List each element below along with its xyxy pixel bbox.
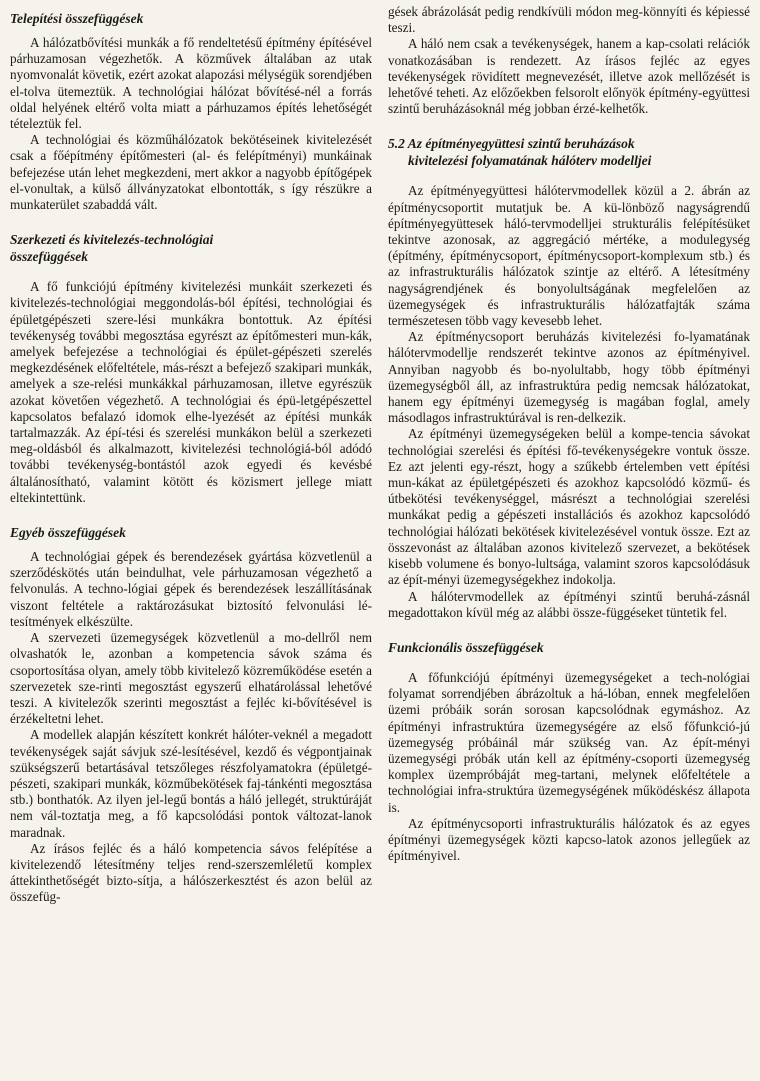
right-column	[388, 0, 750, 1081]
section-heading-5-2	[388, 135, 750, 169]
paragraph: A hálótervmodellek az építményi szintű beruhá-zásnál megadottakon kívül még az alábbi össze-függéseket tüntetik fel.	[388, 588, 750, 620]
heading-line: kivitelezési folyamatának hálóterv modelljei	[408, 153, 652, 169]
paragraph: A háló nem csak a tevékenységek, hanem a kap-csolati relációk vonatkozásában is rendezett. Az írásos fejléc az egyes tevékenységek rövidített megnevezését, illetve azok mellőzését is lehetővé teheti. Az előzőekben felsorolt előnyök építmény-együttesi szintű beruházásoknál még jobban érzé-kelhetők.	[388, 36, 750, 117]
paragraph: A szervezeti üzemegységek közvetlenül a mo-dellről nem olvashatók le, azonban a kompetencia sávok száma és csoportosítása olyan, amely több kivitelező közreműködése esetén a szervezetek sze-rinti megosztást egyszerű elhatárolással lehetővé teszi. A kivitelezők szerinti megosztást a fejléc ki-bővítésével is érzékeltetni lehet.	[10, 630, 372, 727]
heading-line: Szerkezeti és kivitelezés-technológiai	[10, 232, 214, 248]
paragraph: A fő funkciójú építmény kivitelezési munkáit szerkezeti és kivitelezés-technológiai meggondolás-ból építési, technológiai és épületgépészeti szere-lési munkákra bontottuk. Az építési tevékenység további megosztása egyrészt az építőmesteri mun-kák, amelyek befejezése a technológiai és épület-gépészeti szerelés megkezdésének előfeltétele, más-részt a befejező szakipari munkák, amelyek a sze-relési munkákkal párhuzamosan, illetve egyrészük azokat követően végezhető. A technológiai és épü-letgépészettel kapcsolatos befalazó idomok elhe-lyezését az építési munkák tartalmazzák. Az épí-tési és szerelési munkákon belül a szerkezeti meg-oldásból és alkalmazott, kivitelezési technológiá-ból adódó további tevékenység-bontástól azok egyedi és kevésbé általánosítható, valamint kötött és közismert jellege miatt eltekintettünk.	[10, 279, 372, 505]
heading-telepitesi: Telepítési összefüggések	[10, 11, 144, 26]
heading-line: 5.2 Az építményegyüttesi szintű beruházások	[388, 136, 635, 152]
paragraph: Az építményegyüttesi hálótervmodellek közül a 2. ábrán az építménycsoportit mutatjuk be. A kü-lönböző nagyságrendű építményegyüttesek háló-tervmodelljei strukturális felépítésüket tekintve azonosak, az aggregáció mértéke, a modulegység (építmény, építménycsoport, építménycsoport-komplexum stb.) és az infrastrukturális hálózatok szintje az eltérő. A létesítmény nagyságrendjének és bonyolultságának megfelelően az üzemegységek és infrastrukturális hálózatfajták száma természetesen több vagy kevesebb lehet.	[388, 183, 750, 329]
paragraph: A technológiai gépek és berendezések gyártása közvetlenül a szerződéskötés után beindulhat, vele párhuzamosan végezhető a felvonulás. A techno-lógiai gépek és berendezések leszállításának viszont feltétele a raktározásukat biztosító felvonulási lé-tesítmények elkészülte.	[10, 549, 372, 629]
paragraph: A modellek alapján készített konkrét hálóter-veknél a megadott tevékenységek saját sávjuk szé-lesítésével, kezdő és végpontjainak szükségszerű betartásával tetszőleges részfolyamatokra (épületgé-pészeti, szakipari munkák, közműbekötések faj-tánkénti megosztása stb.) bonthatók. Az ilyen jel-legű bontás a háló jellegét, struktúráját nem vál-toztatja meg, a fő kapcsolódási pontok változat-lanok maradnak.	[10, 727, 372, 840]
heading-szerkezeti	[10, 231, 372, 265]
heading-egyeb: Egyéb összefüggések	[10, 525, 126, 541]
paragraph: Az építménycsoporti infrastrukturális hálózatok és az egyes építményi üzemegységek közti kapcso-latok azonos jellegűek az építményivel.	[388, 815, 750, 864]
heading-line: összefüggések	[10, 249, 88, 265]
paragraph: A technológiai és közműhálózatok bekötéseinek kivitelezését csak a főépítmény építőmesteri (al- és felépítményi) munkáinak befejezése után lehet megkezdeni, mert akkor a nagyobb építőgépek el-vonultak, a külső állványzatokat elbontották, s így részükre a munkaterület szabaddá vált.	[10, 132, 372, 213]
paragraph: gések ábrázolását pedig rendkívüli módon meg-könnyíti és képiessé teszi.	[388, 4, 750, 36]
paragraph: Az építményi üzemegységeken belül a kompe-tencia sávokat technológiai szerelési és építési fő-tevékenységekre vontuk össze. Ez azt jelenti egy-részt, hogy a szűkebb értelemben vett építési mun-kákat az épületgépészeti és azokhoz kapcsolódó közmű- és útbekötési tevékenységgel, másrészt a technológiai szerelési munkákat pedig a gépészeti installációs és azokhoz kapcsolódó technológiai hálózati bekötések kivitelezésével vontuk össze. Ezt az összevonást az általában azonos kivitelező szervezet, a bekötések kisebb volumene és bonyo-lultsága, valamint szoros kapcsolódásuk az épít-ményi üzemegységekhez indokolja.	[388, 426, 750, 588]
paragraph: A főfunkciójú építményi üzemegységeket a tech-nológiai folyamat sorrendjében ábrázoltuk a há-lóban, ennek megfelelően üzemi próbáik során sorosan kapcsolódnak egymáshoz. Az építményi infrastruktúra üzemegységére az első főfunkció-jú üzemegység próbáinál már szükség van. Az épít-ményi üzemegységi próbák után kell az építmény-csoporti üzemegység komplex üzempróbáját meg-tartani, melynek előfeltétele a technológiai infra-struktúra üzemegységének működéskész állapota is.	[388, 669, 750, 815]
heading-funkcionalis: Funkcionális összefüggések	[388, 639, 544, 655]
left-column	[10, 0, 372, 1081]
paragraph: Az építménycsoport beruházás kivitelezési fo-lyamatának hálótervmodellje rendszerét tekintve azonos az építményivel. Annyiban nagyobb és bo-nyolultabb, hogy több építményi üzemegységből áll, az infrastruktúra pedig nemcsak hálózatokat, hanem egy építményi üzemegység is magában foglal, amely másodlagos infrastruktúrával is ren-delkezik.	[388, 329, 750, 426]
paragraph: Az írásos fejléc és a háló kompetencia sávos felépítése a kivitelezendő létesítmény teljes rend-szerszemléletű komplex áttekinthetőségét bizto-sítja, a hálószerkesztést és azon belül az összefüg-	[10, 840, 372, 905]
paragraph: A hálózatbővítési munkák a fő rendeltetésű építmény építésével párhuzamosan végezhetők. A közművek általában az utak nyomvonalát követik, ezért azokat alapozási mélységük sorendjében el-tolva ütemeztük. A technológiai hálózat bővítésé-nél a forrás oldal helyének eltérő volta miatt a párhuzamos építés lehetőségét tételeztük fel.	[10, 35, 372, 132]
